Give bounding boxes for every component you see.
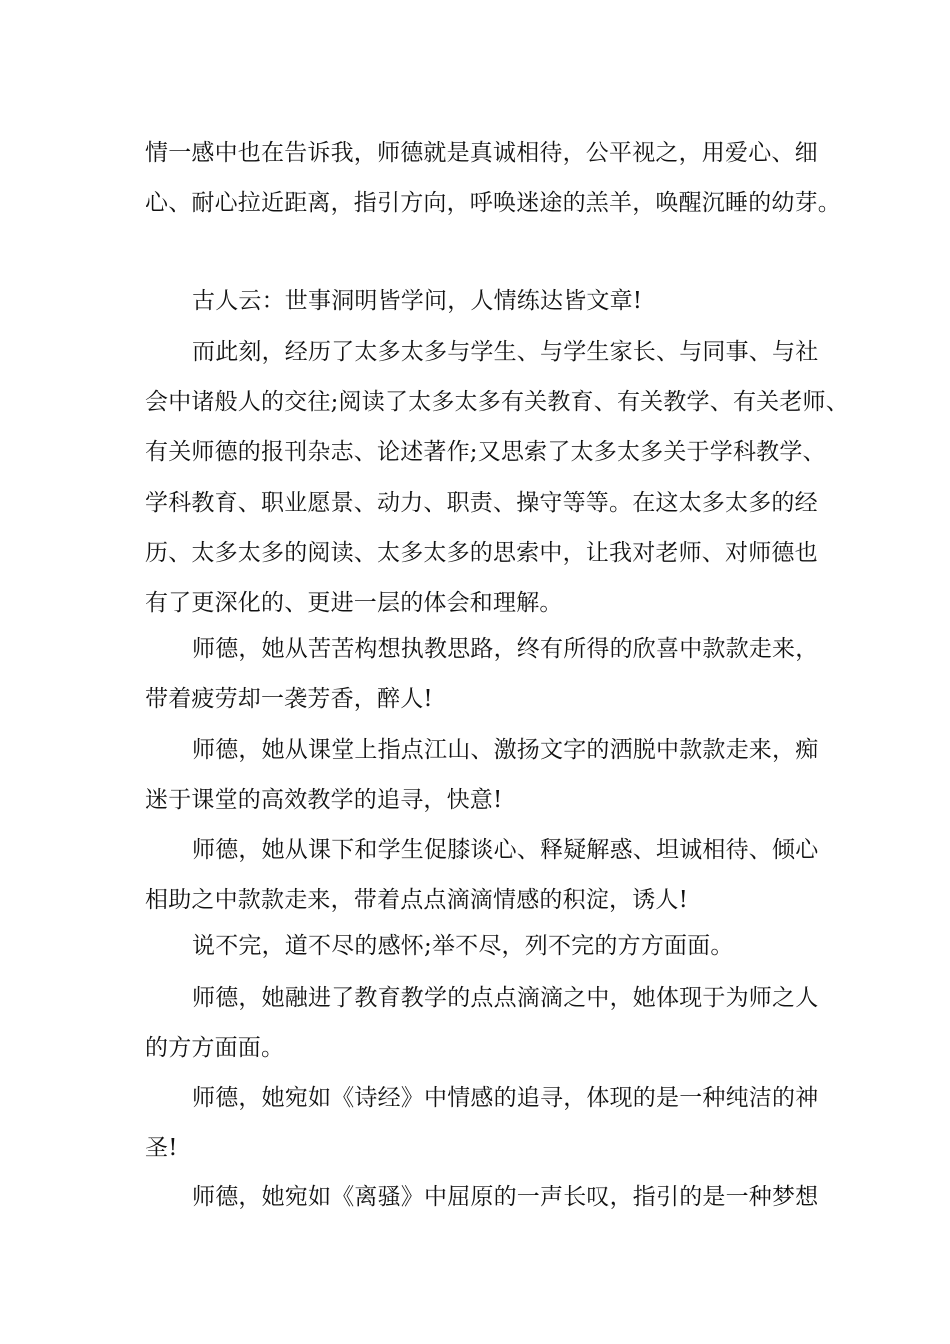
- text-line: 师德，她宛如《离骚》中屈原的一声长叹，指引的是一种梦想: [192, 1184, 819, 1210]
- text-line: 迷于课堂的高效教学的追寻，快意!: [145, 787, 503, 813]
- text-line: 师德，她从课下和学生促膝谈心、释疑解惑、坦诚相待、倾心: [192, 837, 819, 863]
- text-line: 相助之中款款走来，带着点点滴滴情感的积淀，诱人!: [145, 887, 689, 913]
- text-line: 会中诸般人的交往;阅读了太多太多有关教育、有关教学、有关老师、: [145, 389, 849, 415]
- text-line: 的方方面面。: [145, 1035, 285, 1061]
- text-line: 师德，她从苦苦构想执教思路，终有所得的欣喜中款款走来，: [192, 636, 819, 662]
- text-line: 师德，她宛如《诗经》中情感的追寻，体现的是一种纯洁的神: [192, 1085, 819, 1111]
- text-line: 带着疲劳却一袭芳香，醉人!: [145, 686, 433, 712]
- text-line: 说不完，道不尽的感怀;举不尽，列不完的方方面面。: [192, 933, 734, 959]
- text-line: 师德，她从课堂上指点江山、激扬文字的洒脱中款款走来，痴: [192, 737, 819, 763]
- text-line: 情一感中也在告诉我，师德就是真诚相待，公平视之，用爱心、细: [145, 140, 818, 166]
- text-line: 历、太多太多的阅读、太多太多的思索中，让我对老师、对师德也: [145, 540, 818, 566]
- text-line: 心、耐心拉近距离，指引方向，呼唤迷途的羔羊，唤醒沉睡的幼芽。: [145, 190, 841, 216]
- text-line: 师德，她融进了教育教学的点点滴滴之中，她体现于为师之人: [192, 985, 819, 1011]
- text-line: 有关师德的报刊杂志、论述著作;又思索了太多太多关于学科教学、: [145, 439, 826, 465]
- text-line: 圣!: [145, 1135, 178, 1161]
- text-line: 而此刻，经历了太多太多与学生、与学生家长、与同事、与社: [192, 339, 819, 365]
- text-line: 有了更深化的、更进一层的体会和理解。: [145, 590, 563, 616]
- text-line: 学科教育、职业愿景、动力、职责、操守等等。在这太多太多的经: [145, 490, 818, 516]
- text-line: 古人云：世事洞明皆学问，人情练达皆文章!: [192, 288, 643, 314]
